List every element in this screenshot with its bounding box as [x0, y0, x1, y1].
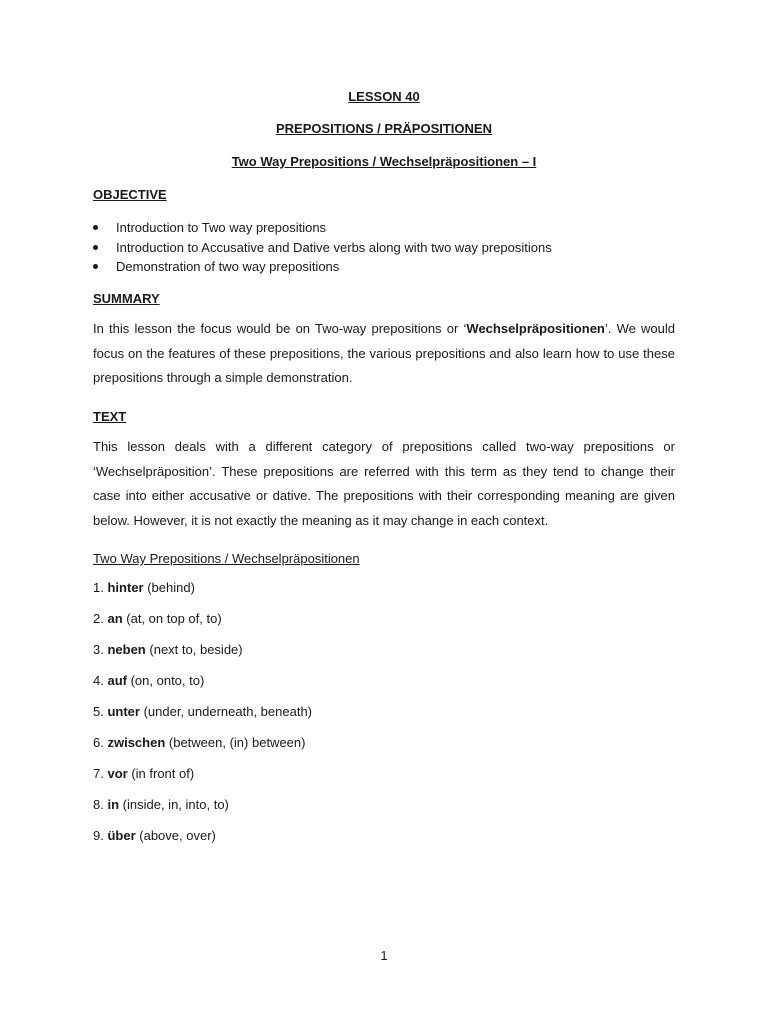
objective-item-text: Demonstration of two way prepositions: [116, 259, 340, 274]
objective-heading: OBJECTIVE: [93, 187, 167, 202]
preposition-meaning: (inside, in, into, to): [122, 797, 229, 812]
preposition-word: unter: [107, 704, 140, 719]
objective-item-text: Introduction to Two way prepositions: [116, 220, 327, 235]
prepositions-heading: Two Way Prepositions / Wechselpräpositionen: [93, 551, 360, 566]
summary-text-end: ’. We would focus on the features of these prepositions, the various prepositions and also learn how to use these prepositions through a simple demonstration.: [93, 321, 675, 385]
prepositions-list: [93, 578, 312, 857]
preposition-word: an: [107, 611, 123, 626]
preposition-word: neben: [107, 642, 146, 657]
preposition-meaning: (above, over): [139, 828, 216, 843]
summary-bold-term: Wechselpräpositionen: [466, 321, 605, 336]
item-number: 7.: [93, 766, 104, 781]
summary-text-start: In this lesson the focus would be on Two-way prepositions or ‘: [93, 321, 467, 336]
bullet-icon: [93, 245, 98, 250]
summary-paragraph: [93, 317, 675, 391]
text-paragraph: This lesson deals with a different category of prepositions called two-way prepositions or ‘Wechselpräposition’. These prepositions are referred with this term as they tend to change their case into either accusative or dative. The prepositions with their corresponding meaning are given below. However, it is not exactly the meaning as it may change in each context.: [93, 439, 675, 528]
preposition-word: hinter: [107, 580, 144, 595]
preposition-meaning: (on, onto, to): [130, 673, 205, 688]
item-number: 8.: [93, 797, 104, 812]
lesson-subtopic-heading: Two Way Prepositions / Wechselpräpositionen – I: [231, 154, 537, 169]
preposition-meaning: (in front of): [131, 766, 195, 781]
bullet-icon: [93, 225, 98, 230]
preposition-item: [93, 609, 312, 640]
text-heading: TEXT: [93, 409, 127, 424]
item-number: 3.: [93, 642, 104, 657]
preposition-item: [93, 795, 312, 826]
lesson-topic-heading: PREPOSITIONS / PRÄPOSITIONEN: [276, 121, 492, 136]
preposition-word: zwischen: [107, 735, 166, 750]
item-number: 4.: [93, 673, 104, 688]
preposition-item: [93, 733, 312, 764]
preposition-meaning: (at, on top of, to): [126, 611, 222, 626]
item-number: 2.: [93, 611, 104, 626]
preposition-meaning: (behind): [147, 580, 195, 595]
objective-item: [93, 257, 552, 277]
objective-item: [93, 218, 552, 238]
preposition-meaning: (under, underneath, beneath): [143, 704, 313, 719]
page-number: 1: [380, 948, 388, 963]
preposition-word: über: [107, 828, 136, 843]
preposition-word: auf: [107, 673, 127, 688]
item-number: 1.: [93, 580, 104, 595]
preposition-item: [93, 578, 312, 609]
bullet-icon: [93, 264, 98, 269]
lesson-number-heading: LESSON 40: [348, 89, 420, 104]
preposition-meaning: (between, (in) between): [168, 735, 306, 750]
item-number: 9.: [93, 828, 104, 843]
preposition-meaning: (next to, beside): [149, 642, 243, 657]
objective-item-text: Introduction to Accusative and Dative verbs along with two way prepositions: [116, 239, 552, 255]
summary-heading: SUMMARY: [93, 291, 160, 306]
preposition-item: [93, 671, 312, 702]
item-number: 6.: [93, 735, 104, 750]
preposition-item: [93, 640, 312, 671]
preposition-item: [93, 702, 312, 733]
objective-item: [93, 238, 552, 258]
item-number: 5.: [93, 704, 104, 719]
objective-list: [93, 218, 552, 277]
preposition-item: [93, 826, 312, 857]
preposition-word: in: [107, 797, 120, 812]
preposition-item: [93, 764, 312, 795]
preposition-word: vor: [107, 766, 128, 781]
